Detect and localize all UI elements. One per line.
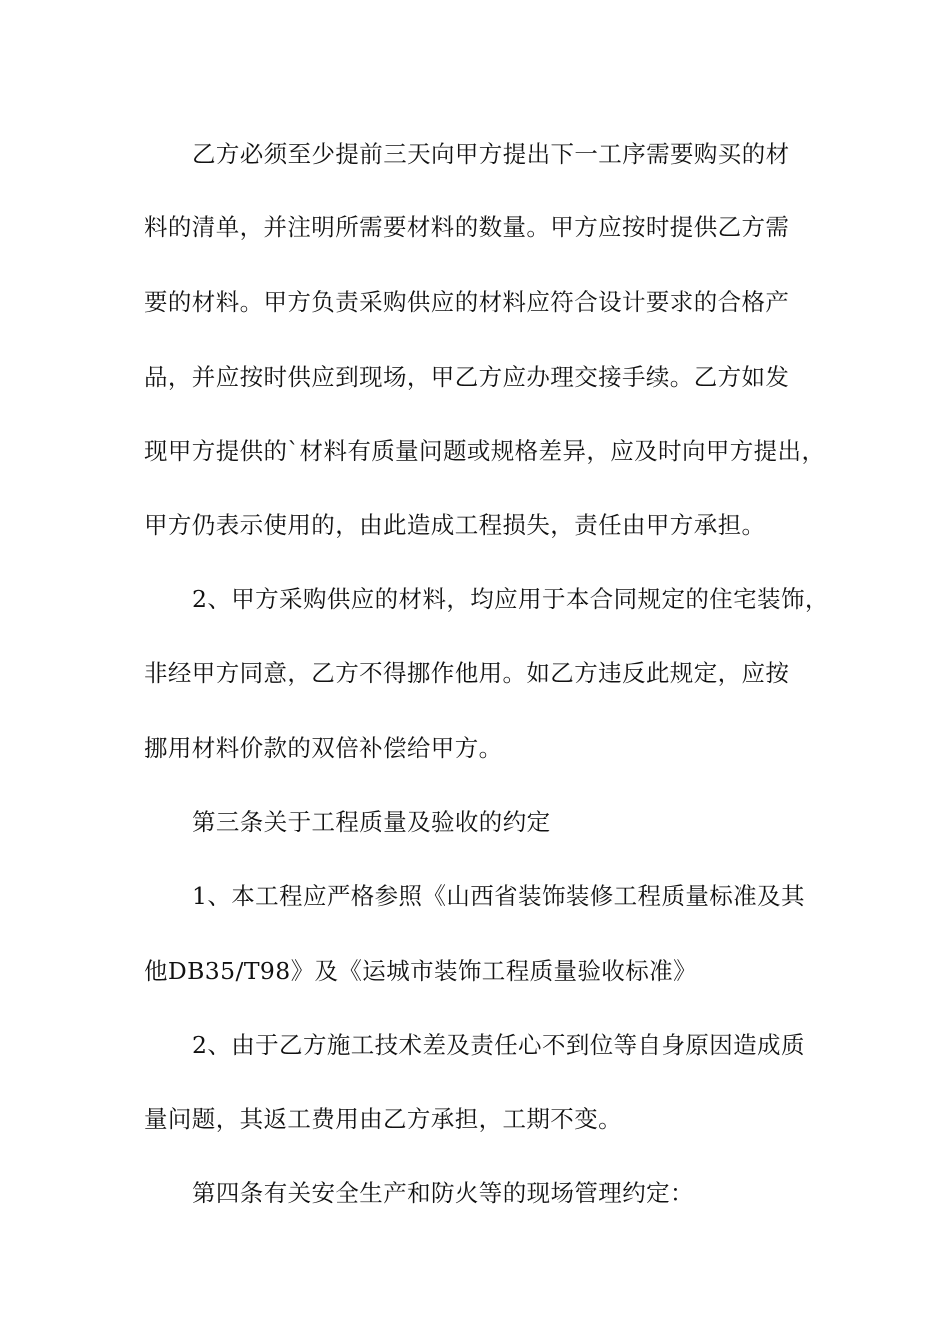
section-heading: 第三条关于工程质量及验收的约定 (192, 808, 551, 836)
paragraph-line: 1、本工程应严格参照《山西省装饰装修工程质量标准及其 (192, 882, 805, 910)
paragraph-line: 2、由于乙方施工技术差及责任心不到位等自身原因造成质 (192, 1031, 805, 1059)
paragraph-line: 现甲方提供的`材料有质量问题或规格差异，应及时向甲方提出， (144, 437, 826, 465)
paragraph-line: 品，并应按时供应到现场，甲乙方应办理交接手续。乙方如发 (144, 363, 790, 391)
paragraph-line: 非经甲方同意，乙方不得挪作他用。如乙方违反此规定，应按 (144, 659, 790, 687)
paragraph-line: 挪用材料价款的双倍补偿给甲方。 (144, 734, 503, 762)
paragraph-line: 2、甲方采购供应的材料，均应用于本合同规定的住宅装饰， (192, 585, 829, 613)
paragraph-line: 甲方仍表示使用的，由此造成工程损失，责任由甲方承担。 (144, 511, 766, 539)
paragraph-line: 他DB35/T98》及《运城市装饰工程质量验收标准》 (144, 957, 697, 985)
paragraph-line: 量问题，其返工费用由乙方承担，工期不变。 (144, 1105, 622, 1133)
paragraph-line: 要的材料。甲方负责采购供应的材料应符合设计要求的合格产 (144, 288, 790, 316)
section-heading: 第四条有关安全生产和防火等的现场管理约定： (192, 1179, 694, 1207)
paragraph-line: 料的清单，并注明所需要材料的数量。甲方应按时提供乙方需 (144, 213, 790, 241)
paragraph-line: 乙方必须至少提前三天向甲方提出下一工序需要购买的材 (192, 140, 790, 168)
